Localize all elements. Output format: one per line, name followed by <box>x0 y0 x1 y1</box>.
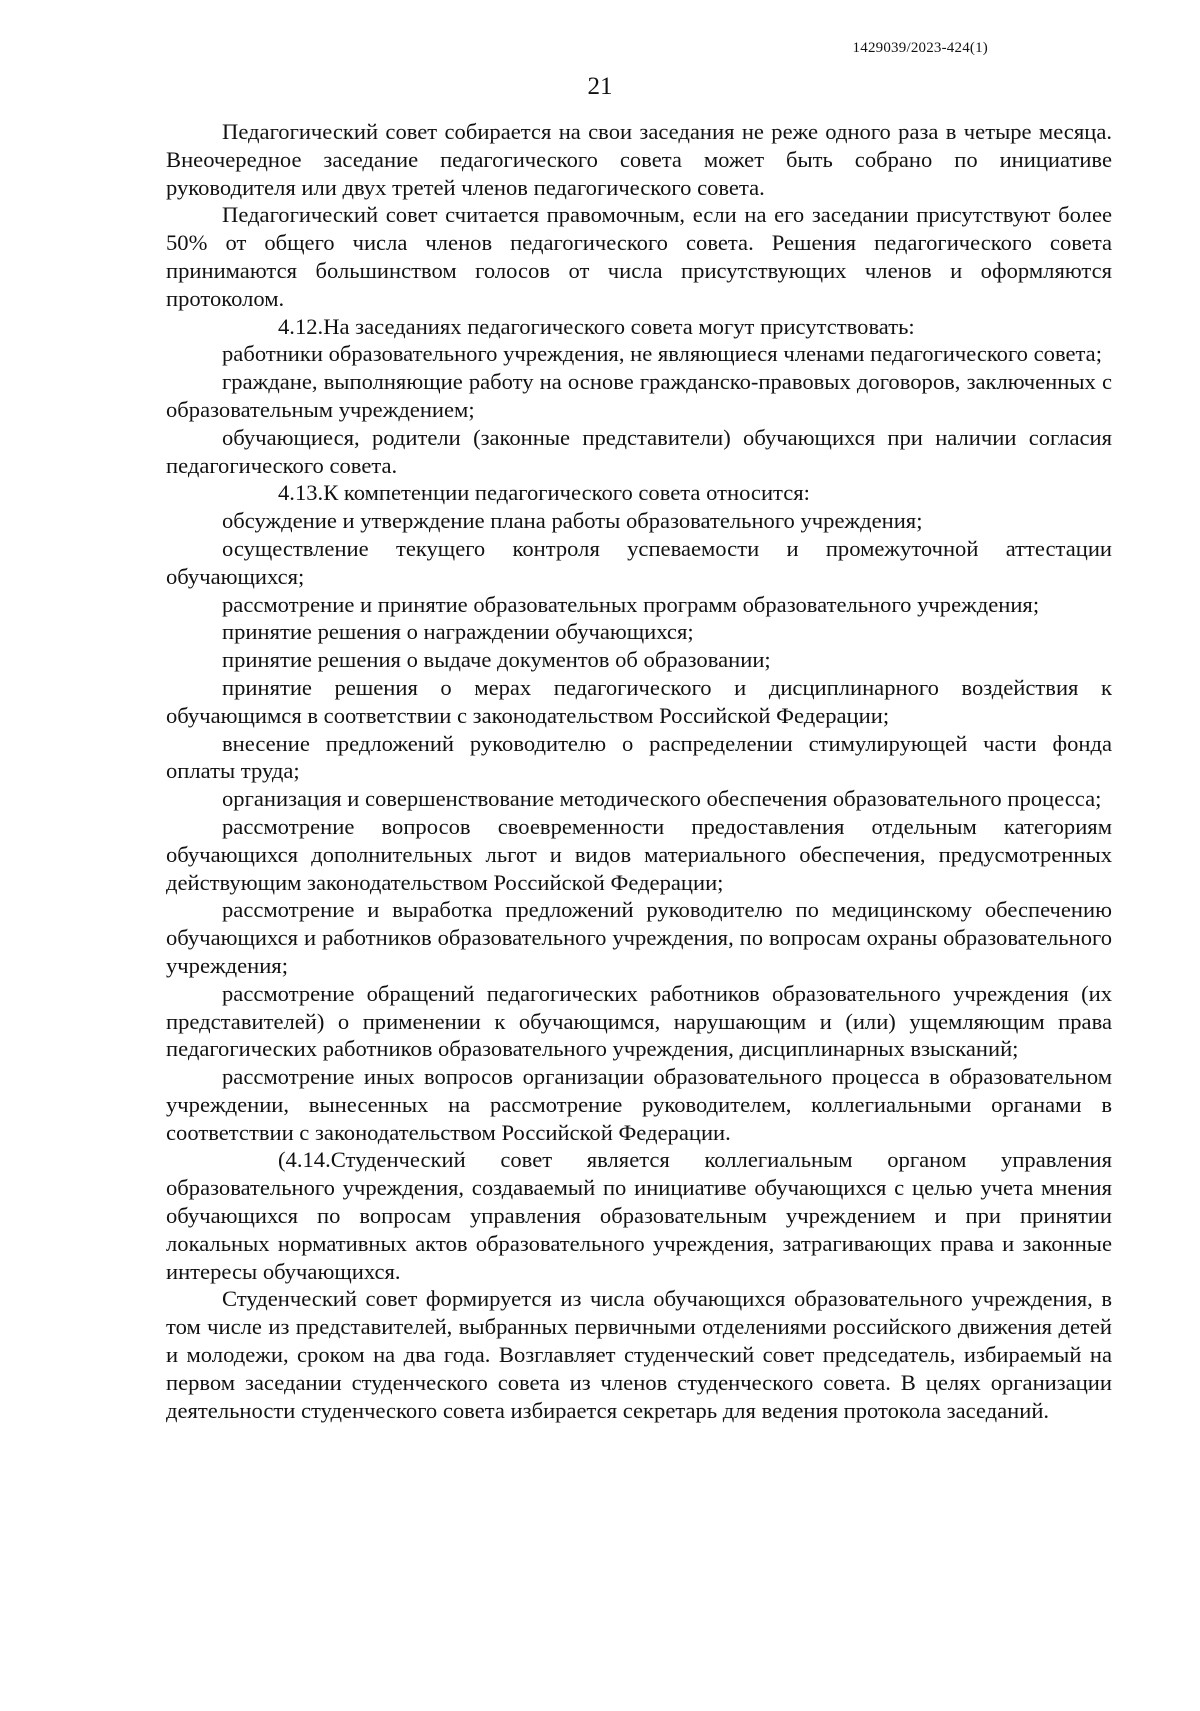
clause-number: 4.13. <box>278 480 324 506</box>
list-item: рассмотрение и выработка предложений руководителю по медицинскому обеспечению обучающихся и работников образовательного учреждения, по вопросам охраны образовательного учреждения; <box>166 897 1112 978</box>
list-item: рассмотрение иных вопросов организации образовательного процесса в образовательном учреждении, вынесенных на рассмотрение руководителем, коллегиальными органами в соответствии с законодательством Российской Федерации. <box>166 1064 1112 1145</box>
list-item: рассмотрение и принятие образовательных программ образовательного учреждения; <box>222 591 1040 617</box>
list-item: граждане, выполняющие работу на основе гражданско-правовых договоров, заключенных с образовательным учреждением; <box>166 369 1112 422</box>
numbered-paragraph: 4.12.На заседаниях педагогического совета могут присутствовать: <box>166 313 1112 341</box>
list-item: обучающиеся, родители (законные представители) обучающихся при наличии согласия педагогического совета. <box>166 424 1112 478</box>
numbered-paragraph: (4.14.Студенческий совет является коллегиальным органом управления образовательного учреждения, создаваемый по инициативе обучающихся с целью учета мнения обучающихся по вопросам управления образовательным учреждением и при принятии локальных нормативных актов образовательного учреждения, затрагивающих права и законные интересы обучающихся. <box>166 1147 1112 1284</box>
clause-number: 4.12. <box>278 313 324 339</box>
list-item: принятие решения о мерах педагогического и дисциплинарного воздействия к обучающимся в соответствии с законодательством Российской Федерации; <box>166 674 1112 728</box>
list-item: рассмотрение обращений педагогических работников образовательного учреждения (их представителей) о применении к обучающимся, нарушающим и (или) ущемляющим права педагогических работников образовательного учреждения, дисциплинарных взысканий; <box>166 980 1112 1062</box>
numbered-paragraph: 4.13.К компетенции педагогического совета относится: <box>166 479 1112 507</box>
list-item: осуществление текущего контроля успеваемости и промежуточной аттестации обучающихся; <box>166 535 1112 589</box>
list-item: принятие решения о выдаче документов об образовании; <box>222 647 771 673</box>
list-item: организация и совершенствование методического обеспечения образовательного процесса; <box>222 786 1102 812</box>
list-item: рассмотрение вопросов своевременности предоставления отдельным категориям обучающихся дополнительных льгот и видов материального обеспечения, предусмотренных действующим законодательством Российской Федерации; <box>166 813 1112 895</box>
paragraph: Студенческий совет формируется из числа обучающихся образовательного учреждения, в том числе из представителей, выбранных первичными отделениями российского движения детей и молодежи, сроком на два года. Возглавляет студенческий совет председатель, избираемый на первом заседании студенческого совета из членов студенческого совета. В целях организации деятельности студенческого совета избирается секретарь для ведения протокола заседаний. <box>166 1286 1112 1423</box>
document-registration-number: 1429039/2023-424(1) <box>852 40 988 56</box>
page-number: 21 <box>587 73 613 100</box>
clause-number: (4.14. <box>278 1147 331 1173</box>
paragraph: Педагогический совет считается правомочным, если на его заседании присутствуют более 50% от общего числа членов педагогического совета. Решения педагогического совета принимаются большинством голосов от числа присутствующих членов и оформляются протоколом. <box>166 202 1112 311</box>
list-item: обсуждение и утверждение плана работы образовательного учреждения; <box>222 508 923 534</box>
paragraph: Педагогический совет собирается на свои заседания не реже одного раза в четыре месяца. Внеочередное заседание педагогического совета может быть собрано по инициативе руководителя или двух третей членов педагогического совета. <box>166 119 1112 200</box>
document-body <box>166 118 1112 1424</box>
list-item: работники образовательного учреждения, не являющиеся членами педагогического совета; <box>222 341 1102 367</box>
list-item: принятие решения о награждении обучающихся; <box>222 619 694 645</box>
list-item: внесение предложений руководителю о распределении стимулирующей части фонда оплаты труда; <box>166 730 1112 784</box>
